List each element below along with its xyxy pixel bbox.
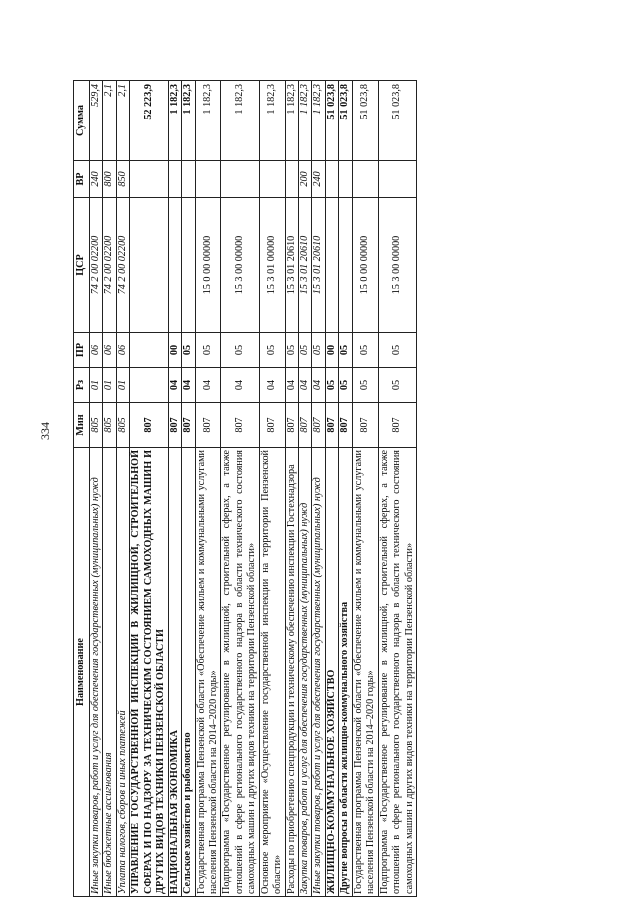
cell-vr: 240 xyxy=(90,161,103,198)
cell-csr: 74 2 00 02200 xyxy=(103,198,116,333)
cell-sum: 1 182,3 xyxy=(259,81,285,161)
header-min: Мин xyxy=(74,403,90,448)
table-row xyxy=(130,81,168,897)
header-sum: Сумма xyxy=(74,81,90,161)
table-row xyxy=(221,81,259,897)
cell-name: Подпрограмма «Государственное регулирование в жилищной, строительной сферах, а также отношений в сфере регионального государственного надзора в области технического состояния самоходных машин и других видов техники на территории Пензенской области» xyxy=(221,448,259,897)
cell-pr: 05 xyxy=(339,333,352,368)
cell-min: 807 xyxy=(221,403,259,448)
cell-pr: 05 xyxy=(378,333,416,368)
cell-csr: 15 3 01 20610 xyxy=(299,198,312,333)
cell-rz: 05 xyxy=(352,368,378,403)
cell-rz: 04 xyxy=(168,368,181,403)
cell-vr xyxy=(221,161,259,198)
header-name: Наименование xyxy=(74,448,90,897)
cell-sum: 1 182,3 xyxy=(182,81,195,161)
cell-rz: 04 xyxy=(195,368,221,403)
cell-name: НАЦИОНАЛЬНАЯ ЭКОНОМИКА xyxy=(168,448,181,897)
cell-name: Подпрограмма «Государственное регулирование в жилищной, строительной сферах, а также отношений в сфере регионального государственного надзора в области технического состояния самоходных машин и других видов техники на территории Пензенской области» xyxy=(378,448,416,897)
cell-min: 805 xyxy=(103,403,116,448)
cell-min: 807 xyxy=(168,403,181,448)
cell-min: 807 xyxy=(378,403,416,448)
cell-rz: 04 xyxy=(312,368,325,403)
cell-min: 807 xyxy=(325,403,338,448)
cell-vr xyxy=(339,161,352,198)
table-row xyxy=(299,81,312,897)
table-row xyxy=(103,81,116,897)
table-row xyxy=(90,81,103,897)
cell-csr: 15 0 00 00000 xyxy=(195,198,221,333)
cell-pr xyxy=(130,333,168,368)
cell-pr: 05 xyxy=(299,333,312,368)
cell-vr xyxy=(325,161,338,198)
cell-pr: 05 xyxy=(312,333,325,368)
cell-sum: 2,1 xyxy=(116,81,129,161)
cell-pr: 00 xyxy=(325,333,338,368)
cell-vr xyxy=(378,161,416,198)
cell-name: Иные закупки товаров, работ и услуг для обеспечения государственных (муниципальных) нужд xyxy=(312,448,325,897)
cell-rz: 04 xyxy=(182,368,195,403)
table-row xyxy=(259,81,285,897)
cell-csr: 74 2 00 02200 xyxy=(116,198,129,333)
cell-csr xyxy=(182,198,195,333)
cell-csr: 15 3 01 20610 xyxy=(312,198,325,333)
header-pr: ПР xyxy=(74,333,90,368)
cell-min: 805 xyxy=(90,403,103,448)
cell-name: Сельское хозяйство и рыболовство xyxy=(182,448,195,897)
cell-pr: 06 xyxy=(116,333,129,368)
cell-vr xyxy=(285,161,298,198)
cell-vr xyxy=(168,161,181,198)
cell-vr xyxy=(182,161,195,198)
header-rz: Рз xyxy=(74,368,90,403)
cell-sum: 51 023,8 xyxy=(352,81,378,161)
cell-csr xyxy=(168,198,181,333)
budget-table xyxy=(73,80,417,897)
cell-pr: 05 xyxy=(352,333,378,368)
table-body xyxy=(90,81,417,897)
cell-csr: 74 2 00 02200 xyxy=(90,198,103,333)
cell-sum: 1 182,3 xyxy=(299,81,312,161)
budget-table-rotated xyxy=(73,81,593,897)
cell-sum: 1 182,3 xyxy=(312,81,325,161)
cell-name: УПРАВЛЕНИЕ ГОСУДАРСТВЕННОЙ ИНСПЕКЦИИ В ЖИЛИЩНОЙ, СТРОИТЕЛЬНОЙ СФЕРАХ И ПО НАДЗОРУ ЗА ТЕХНИЧЕСКИМ СОСТОЯНИЕМ САМОХОДНЫХ МАШИН И ДРУГИХ ВИДОВ ТЕХНИКИ ПЕНЗЕНСКОЙ ОБЛАСТИ xyxy=(130,448,168,897)
cell-name: Иные закупки товаров, работ и услуг для обеспечения государственных (муниципальных) нужд xyxy=(90,448,103,897)
cell-sum: 1 182,3 xyxy=(221,81,259,161)
cell-rz: 01 xyxy=(90,368,103,403)
cell-rz: 04 xyxy=(285,368,298,403)
table-row xyxy=(378,81,416,897)
cell-min: 807 xyxy=(312,403,325,448)
cell-min: 807 xyxy=(285,403,298,448)
cell-rz: 05 xyxy=(339,368,352,403)
cell-sum: 1 182,3 xyxy=(195,81,221,161)
cell-rz: 04 xyxy=(259,368,285,403)
cell-vr: 800 xyxy=(103,161,116,198)
cell-pr: 05 xyxy=(221,333,259,368)
cell-sum: 51 023,8 xyxy=(325,81,338,161)
cell-name: Закупка товаров, работ и услуг для обеспечения государственных (муниципальных) нужд xyxy=(299,448,312,897)
cell-min: 807 xyxy=(130,403,168,448)
cell-vr xyxy=(352,161,378,198)
table-header-row xyxy=(74,81,90,897)
cell-csr: 15 3 00 00000 xyxy=(221,198,259,333)
cell-vr: 240 xyxy=(312,161,325,198)
cell-name: Иные бюджетные ассигнования xyxy=(103,448,116,897)
cell-pr: 05 xyxy=(195,333,221,368)
cell-vr xyxy=(195,161,221,198)
cell-min: 807 xyxy=(182,403,195,448)
table-row xyxy=(352,81,378,897)
cell-pr: 05 xyxy=(285,333,298,368)
cell-pr: 05 xyxy=(259,333,285,368)
cell-vr: 850 xyxy=(116,161,129,198)
cell-min: 805 xyxy=(116,403,129,448)
cell-sum: 2,1 xyxy=(103,81,116,161)
cell-vr xyxy=(259,161,285,198)
cell-rz: 05 xyxy=(325,368,338,403)
header-csr: ЦСР xyxy=(74,198,90,333)
cell-min: 807 xyxy=(299,403,312,448)
page-number: 334 xyxy=(38,422,52,440)
header-vr: ВР xyxy=(74,161,90,198)
table-row xyxy=(168,81,181,897)
cell-name: ЖИЛИЩНО-КОММУНАЛЬНОЕ ХОЗЯЙСТВО xyxy=(325,448,338,897)
table-row xyxy=(325,81,338,897)
cell-vr: 200 xyxy=(299,161,312,198)
cell-csr: 15 3 00 00000 xyxy=(378,198,416,333)
table-row xyxy=(339,81,352,897)
cell-rz: 04 xyxy=(299,368,312,403)
cell-sum: 529,4 xyxy=(90,81,103,161)
cell-csr xyxy=(130,198,168,333)
table-row xyxy=(312,81,325,897)
table-row xyxy=(182,81,195,897)
cell-csr xyxy=(325,198,338,333)
cell-name: Государственная программа Пензенской области «Обеспечение жильем и коммунальными услугами населения Пензенской области на 2014–2020 годы» xyxy=(352,448,378,897)
cell-pr: 06 xyxy=(90,333,103,368)
cell-min: 807 xyxy=(352,403,378,448)
cell-min: 807 xyxy=(195,403,221,448)
cell-pr: 00 xyxy=(168,333,181,368)
cell-sum: 51 023,8 xyxy=(378,81,416,161)
cell-csr: 15 3 01 00000 xyxy=(259,198,285,333)
cell-vr xyxy=(130,161,168,198)
cell-pr: 05 xyxy=(182,333,195,368)
cell-rz: 01 xyxy=(116,368,129,403)
cell-rz: 05 xyxy=(378,368,416,403)
cell-name: Государственная программа Пензенской области «Обеспечение жильем и коммунальными услугами населения Пензенской области на 2014–2020 годы» xyxy=(195,448,221,897)
cell-sum: 52 223,9 xyxy=(130,81,168,161)
cell-name: Другие вопросы в области жилищно-коммунального хозяйства xyxy=(339,448,352,897)
cell-name: Уплата налогов, сборов и иных платежей xyxy=(116,448,129,897)
cell-csr xyxy=(339,198,352,333)
table-row xyxy=(195,81,221,897)
table-row xyxy=(116,81,129,897)
cell-sum: 1 182,3 xyxy=(285,81,298,161)
cell-sum: 1 182,3 xyxy=(168,81,181,161)
cell-min: 807 xyxy=(259,403,285,448)
cell-sum: 51 023,8 xyxy=(339,81,352,161)
cell-pr: 06 xyxy=(103,333,116,368)
cell-rz: 01 xyxy=(103,368,116,403)
cell-csr: 15 3 01 20610 xyxy=(285,198,298,333)
cell-rz: 04 xyxy=(221,368,259,403)
cell-name: Основное мероприятие «Осуществление государственной инспекции на территории Пензенской области» xyxy=(259,448,285,897)
cell-min: 807 xyxy=(339,403,352,448)
cell-name: Расходы по приобретению спецпродукции и техническому обеспечению инспекции Гостехнадзора xyxy=(285,448,298,897)
cell-rz xyxy=(130,368,168,403)
table-row xyxy=(285,81,298,897)
cell-csr: 15 0 00 00000 xyxy=(352,198,378,333)
